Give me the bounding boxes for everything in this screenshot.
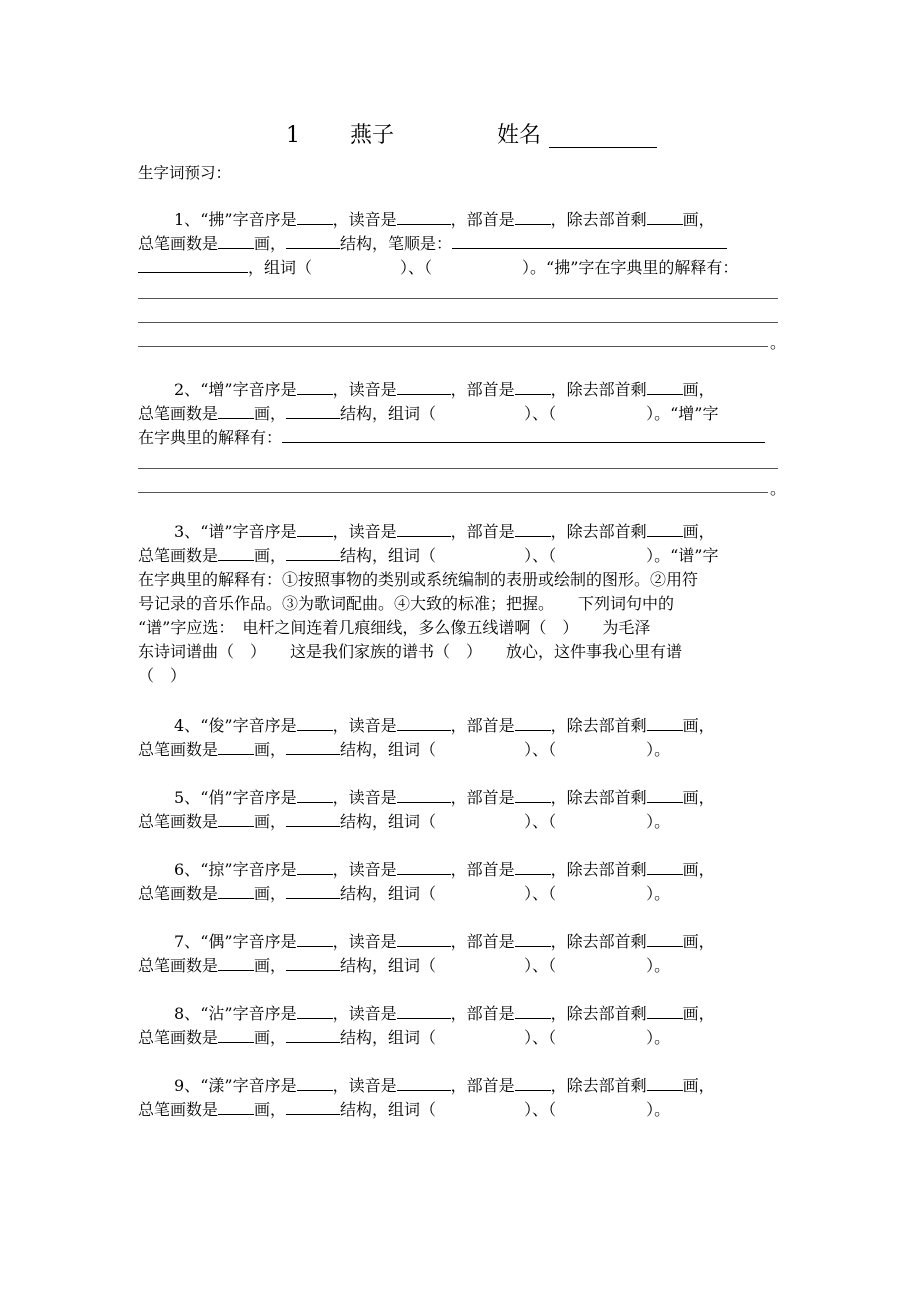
item-5-char: 俏: [208, 788, 225, 807]
blank[interactable]: [647, 1002, 683, 1019]
blank[interactable]: [297, 378, 333, 395]
blank[interactable]: [138, 256, 248, 273]
blank[interactable]: [397, 1002, 451, 1019]
blank[interactable]: [515, 378, 551, 395]
item-5-line-1: 5、“俏”字音序是 ，读音是 ，部首是 ，除去部首剩 画，: [174, 788, 715, 807]
item-3-line-1: 3、“谱”字音序是 ，读音是 ，部首是 ，除去部首剩 画，: [174, 522, 715, 541]
blank[interactable]: [515, 858, 551, 875]
answer-rule[interactable]: [138, 346, 768, 347]
blank[interactable]: [286, 1026, 340, 1043]
blank[interactable]: [218, 738, 254, 755]
blank[interactable]: [297, 930, 333, 947]
blank[interactable]: [647, 520, 683, 537]
item-7-line-2: 总笔画数是 画， 结构，组词（ ）、（ ）。: [138, 956, 671, 975]
blank[interactable]: [218, 402, 254, 419]
item-1-char: 拂: [208, 210, 225, 229]
blank[interactable]: [397, 786, 451, 803]
blank[interactable]: [286, 810, 340, 827]
item-3-def-1: 在字典里的解释有：①按照事物的类别或系统编制的表册或绘制的图形。②用符: [138, 570, 699, 589]
blank[interactable]: [297, 1002, 333, 1019]
period: 。: [770, 479, 787, 498]
blank[interactable]: [397, 520, 451, 537]
name-blank[interactable]: [549, 147, 657, 148]
item-3-char: 谱: [208, 522, 225, 541]
item-9-line-1: 9、“漾”字音序是 ，读音是 ，部首是 ，除去部首剩 画，: [174, 1076, 715, 1095]
blank[interactable]: [282, 426, 765, 443]
item-3-line-2: 总笔画数是 画， 结构，组词（ ）、（ ）。“谱”字: [138, 546, 719, 565]
item-9-line-2: 总笔画数是 画， 结构，组词（ ）、（ ）。: [138, 1100, 671, 1119]
blank[interactable]: [647, 378, 683, 395]
item-4-line-2: 总笔画数是 画， 结构，组词（ ）、（ ）。: [138, 740, 671, 759]
blank[interactable]: [397, 378, 451, 395]
item-6-line-2: 总笔画数是 画， 结构，组词（ ）、（ ）。: [138, 884, 671, 903]
blank[interactable]: [286, 232, 340, 249]
item-2-line-1: 2、“增”字音序是 ，读音是 ，部首是 ，除去部首剩 画，: [174, 380, 715, 399]
blank[interactable]: [218, 810, 254, 827]
blank[interactable]: [218, 1098, 254, 1115]
item-8-char: 沾: [208, 1004, 225, 1023]
lesson-number: 1: [286, 123, 300, 148]
blank[interactable]: [515, 714, 551, 731]
item-5-line-2: 总笔画数是 画， 结构，组词（ ）、（ ）。: [138, 812, 671, 831]
item-3-def-2: 号记录的音乐作品。③为歌词配曲。④大致的标准；把握。 下列词句中的: [138, 594, 675, 613]
blank[interactable]: [286, 954, 340, 971]
blank[interactable]: [286, 882, 340, 899]
item-4-char: 俊: [208, 716, 225, 735]
name-label: 姓名: [497, 123, 542, 148]
item-7-line-1: 7、“偶”字音序是 ，读音是 ，部首是 ，除去部首剩 画，: [174, 932, 715, 951]
blank[interactable]: [218, 232, 254, 249]
blank[interactable]: [286, 402, 340, 419]
item-1-line-3: ，组词（ ）、（ ）。“拂”字在字典里的解释有：: [138, 256, 783, 280]
blank[interactable]: [397, 208, 451, 225]
blank[interactable]: [647, 714, 683, 731]
item-1-line-2: 总笔画数是 画， 结构，笔顺是：: [138, 232, 783, 256]
blank[interactable]: [515, 208, 551, 225]
blank[interactable]: [515, 786, 551, 803]
blank[interactable]: [218, 882, 254, 899]
item-3-def-3: “谱”字应选： 电杆之间连着几痕细线，多么像五线谱啊（ ） 为毛泽: [138, 618, 651, 637]
blank[interactable]: [397, 858, 451, 875]
item-3-def-4: 东诗词谱曲（ ） 这是我们家族的谱书（ ） 放心，这件事我心里有谱: [138, 642, 683, 661]
period: 。: [770, 333, 787, 352]
blank[interactable]: [297, 1074, 333, 1091]
item-2-char: 增: [208, 380, 225, 399]
blank[interactable]: [647, 208, 683, 225]
blank[interactable]: [218, 954, 254, 971]
blank[interactable]: [647, 858, 683, 875]
blank[interactable]: [397, 1074, 451, 1091]
blank[interactable]: [297, 714, 333, 731]
blank[interactable]: [297, 858, 333, 875]
blank[interactable]: [515, 1002, 551, 1019]
blank[interactable]: [286, 1098, 340, 1115]
blank[interactable]: [515, 1074, 551, 1091]
lesson-title: 燕子: [350, 123, 395, 148]
item-1-line-1: 1、“拂”字音序是 ，读音是 ，部首是 ，除去部首剩 画，: [174, 210, 715, 229]
answer-rule[interactable]: [138, 322, 778, 323]
answer-rule[interactable]: [138, 492, 768, 493]
item-6-char: 掠: [208, 860, 225, 879]
item-4-line-1: 4、“俊”字音序是 ，读音是 ，部首是 ，除去部首剩 画，: [174, 716, 715, 735]
answer-rule[interactable]: [138, 468, 778, 469]
blank[interactable]: [647, 1074, 683, 1091]
blank[interactable]: [286, 544, 340, 561]
item-2-line-2: 总笔画数是 画， 结构，组词（ ）、（ ）。“增”字: [138, 404, 719, 423]
blank[interactable]: [297, 786, 333, 803]
item-3-def-5: （ ）: [138, 666, 187, 685]
item-2-line-3: 在字典里的解释有：: [138, 426, 783, 450]
blank[interactable]: [286, 738, 340, 755]
blank[interactable]: [515, 520, 551, 537]
blank[interactable]: [218, 544, 254, 561]
section-label: 生字词预习：: [138, 164, 232, 182]
blank[interactable]: [397, 930, 451, 947]
blank[interactable]: [452, 232, 727, 249]
answer-rule[interactable]: [138, 298, 778, 299]
blank[interactable]: [297, 520, 333, 537]
blank[interactable]: [647, 930, 683, 947]
blank[interactable]: [297, 208, 333, 225]
blank[interactable]: [647, 786, 683, 803]
item-8-line-2: 总笔画数是 画， 结构，组词（ ）、（ ）。: [138, 1028, 671, 1047]
blank[interactable]: [515, 930, 551, 947]
item-6-line-1: 6、“掠”字音序是 ，读音是 ，部首是 ，除去部首剩 画，: [174, 860, 715, 879]
blank[interactable]: [397, 714, 451, 731]
item-9-char: 漾: [208, 1076, 225, 1095]
item-7-char: 偶: [208, 932, 225, 951]
item-8-line-1: 8、“沾”字音序是 ，读音是 ，部首是 ，除去部首剩 画，: [174, 1004, 715, 1023]
blank[interactable]: [218, 1026, 254, 1043]
